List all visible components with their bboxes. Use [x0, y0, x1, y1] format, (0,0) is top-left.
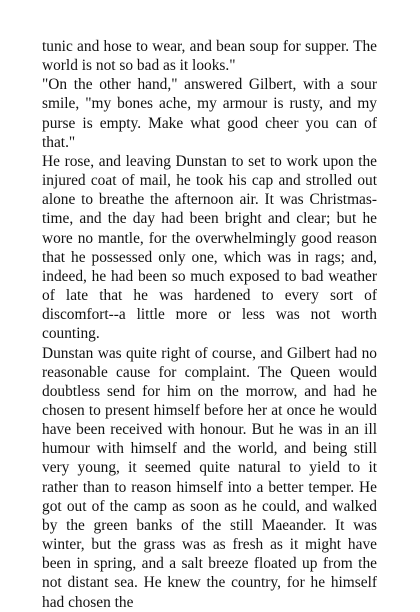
paragraph: "On the other hand," answered Gilbert, with a sour smile, "my bones ache, my armour is rusty, and my purse is empty. Make what good cheer you can of that." [42, 76, 377, 151]
paragraph: Dunstan was quite right of course, and Gilbert had no reasonable cause for complaint. The Queen would doubtless send for him on the morrow, and had he chosen to present himself before her at once he would have been received with honour. But he was in an ill humour with himself and the world, and being still very young, it seemed quite natural to yield to it rather than to reason himself into a better temper. He got out of the camp as soon as he could, and walked by the green banks of the still Maeander. It was winter, but the grass was as fresh as it might have been in spring, and a salt breeze floated up from the not distant sea. He knew the country, for he himself had chosen the [42, 344, 377, 611]
paragraph: tunic and hose to wear, and bean soup for supper. The world is not so bad as it looks." [42, 38, 377, 75]
body-text [42, 37, 377, 612]
paragraph: He rose, and leaving Dunstan to set to work upon the injured coat of mail, he took his cap and strolled out alone to breathe the afternoon air. It was Christmas-time, and the day had been bright and clear; but he wore no mantle, for the overwhelmingly good reason that he possessed only one, which was in rags; and, indeed, he had been so much exposed to bad weather of late that he was hardened to every sort of discomfort--a little more or less was not worth counting. [42, 152, 377, 343]
